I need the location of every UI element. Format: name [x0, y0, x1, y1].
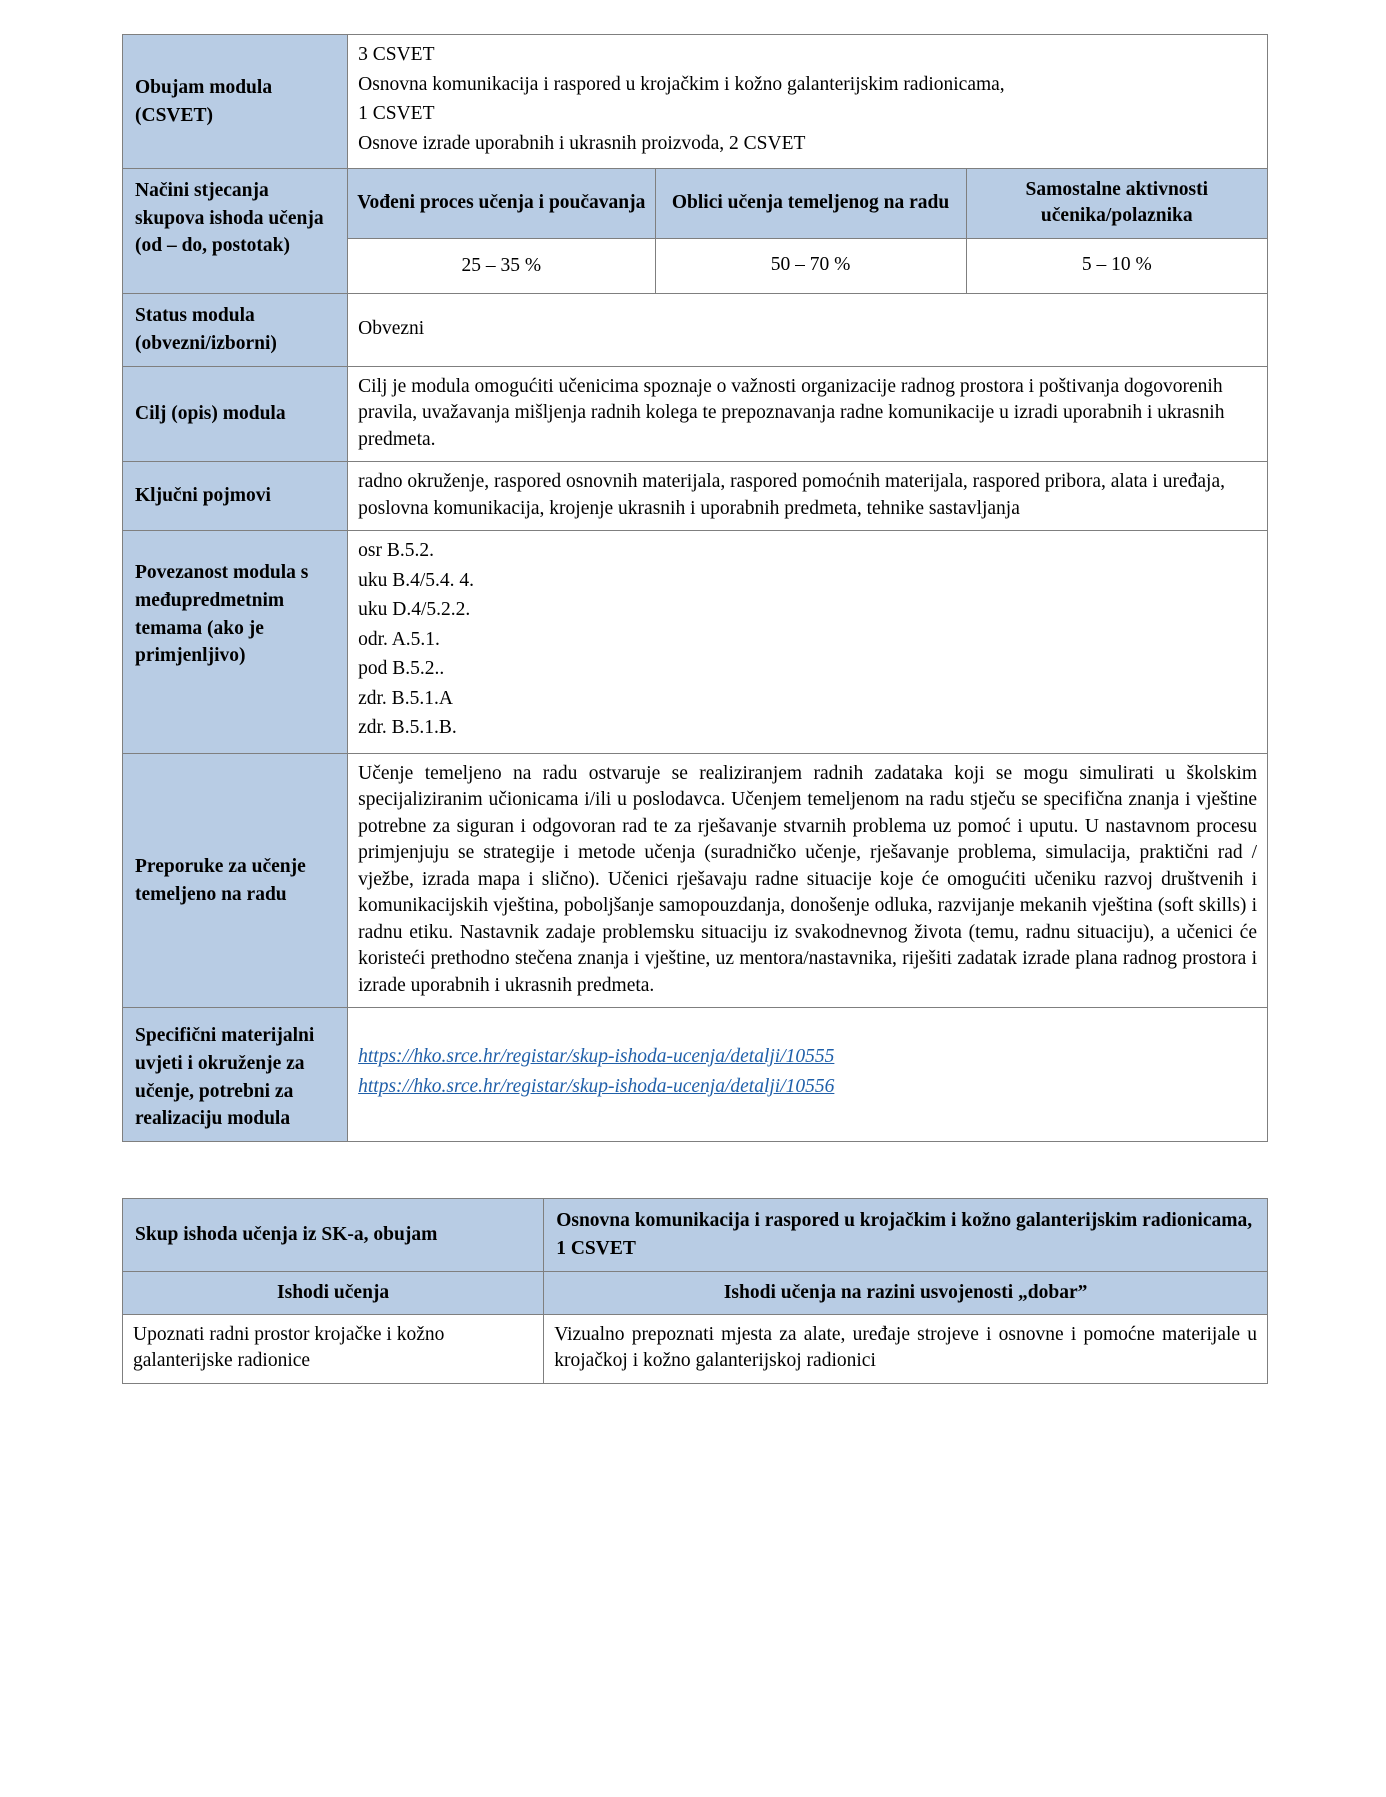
row-label-cilj: Cilj (opis) modula: [123, 366, 348, 462]
row-label-pojmovi: Ključni pojmovi: [123, 462, 348, 531]
table-row-nacini-header: [123, 169, 1268, 239]
row-value-preporuke: Učenje temeljeno na radu ostvaruje se realiziranjem radnih zadataka koji se mogu simulirati u školskim specijaliziranim učionicama i/ili u poslodavca. Učenjem temeljenom na radu stječu se specifična znanja i vještine potrebne za siguran i odgovoran rad te za rješavanje stvarnih problema uz pomoć i uputu. U nastavnom procesu primjenjuju se strategije i metode učenja (suradničko učenje, rješavanje problema, simulacija, praktični rad / vježbe, izrada mapa i slično). Učenici rješavaju radne situacije koje će omogućiti učeniku razvoj društvenih i komunikacijskih vještina, poboljšanje samopouzdanja, donošenje odluka, razvijanje mekanih vještina (soft skills) i radnu etiku. Nastavnik zadaje problemsku situaciju iz svakodnevnog života (temu, radnu situaciju), a učenici će koristeći prethodno stečena znanja i vještine, uz mentora/nastavnika, riješiti zadatak izrade plana radnog prostora i izrade uporabnih i ukrasnih predmeta.: [348, 753, 1268, 1008]
povezanost-item-5: pod B.5.2..: [358, 658, 445, 680]
learning-outcomes-table: [122, 1198, 1268, 1384]
table-row-preporuke: [123, 753, 1268, 1008]
row-label-preporuke: Preporuke za učenje temeljeno na radu: [123, 753, 348, 1008]
obujam-line-2: Osnovna komunikacija i raspored u krojačkim i kožno galanterijskim radionicama,: [358, 73, 1005, 95]
table-spacer: [122, 1142, 1268, 1198]
row-label-status: Status modula (obvezni/izborni): [123, 294, 348, 366]
nacini-value-2: 50 – 70 %: [655, 238, 966, 294]
outcomes-value-skup: Osnovna komunikacija i raspored u krojačkim i kožno galanterijskim radionicama, 1 CSVET: [544, 1199, 1268, 1271]
obujam-line-1: 3 CSVET: [358, 44, 435, 65]
link-skup-ishoda-10556[interactable]: https://hko.srce.hr/registar/skup-ishoda-ucenja/detalji/10556: [358, 1076, 835, 1098]
obujam-line-4: Osnove izrade uporabnih i ukrasnih proizvoda, 2 CSVET: [358, 132, 806, 154]
nacini-column-header-2: Oblici učenja temeljenog na radu: [655, 169, 966, 239]
nacini-column-header-3: Samostalne aktivnosti učenika/polaznika: [966, 169, 1267, 239]
outcomes-column-header-1: Ishodi učenja: [123, 1271, 544, 1314]
table-row-uvjeti: [123, 1008, 1268, 1142]
row-label-uvjeti: Specifični materijalni uvjeti i okruženje za učenje, potrebni za realizaciju modula: [123, 1008, 348, 1142]
outcome-level-text-1: Vizualno prepoznati mjesta za alate, uređaje strojeve i osnovne i pomoćne materijale u krojačkoj i kožno galanterijskoj radionici: [544, 1314, 1268, 1383]
row-value-obujam: [348, 35, 1268, 169]
nacini-value-1: 25 – 35 %: [348, 238, 655, 294]
povezanost-item-3: uku D.4/5.2.2.: [358, 599, 471, 621]
outcome-text-1: Upoznati radni prostor krojačke i kožno galanterijske radionice: [123, 1314, 544, 1383]
obujam-line-3: 1 CSVET: [358, 103, 435, 125]
outcomes-column-header-2: Ishodi učenja na razini usvojenosti „dobar”: [544, 1271, 1268, 1314]
povezanost-item-2: uku B.4/5.4. 4.: [358, 569, 475, 591]
table-row-cilj: [123, 366, 1268, 462]
row-label-obujam: Obujam modula (CSVET): [123, 35, 348, 169]
povezanost-item-7: zdr. B.5.1.B.: [358, 717, 457, 739]
povezanost-item-6: zdr. B.5.1.A: [358, 687, 453, 709]
table-row-status: [123, 294, 1268, 366]
row-value-pojmovi: radno okruženje, raspored osnovnih materijala, raspored pomoćnih materijala, raspored pribora, alata i uređaja, poslovna komunikacija, krojenje ukrasnih i uporabnih predmeta, tehnike sastavljanja: [348, 462, 1268, 531]
row-value-uvjeti: [348, 1008, 1268, 1142]
table-row-pojmovi: [123, 462, 1268, 531]
povezanost-item-1: osr B.5.2.: [358, 540, 434, 562]
row-value-povezanost: [348, 531, 1268, 754]
module-details-table: [122, 34, 1268, 1142]
outcomes-label-skup: Skup ishoda učenja iz SK-a, obujam: [123, 1199, 544, 1271]
row-value-status: Obvezni: [348, 294, 1268, 366]
table-row-povezanost: [123, 531, 1268, 754]
table-row-obujam: [123, 35, 1268, 169]
nacini-value-3: 5 – 10 %: [966, 238, 1267, 294]
link-skup-ishoda-10555[interactable]: https://hko.srce.hr/registar/skup-ishoda-ucenja/detalji/10555: [358, 1045, 835, 1067]
povezanost-item-4: odr. A.5.1.: [358, 628, 440, 650]
outcomes-row-skup: [123, 1199, 1268, 1271]
outcomes-row-1: [123, 1314, 1268, 1383]
outcomes-row-header: [123, 1271, 1268, 1314]
row-value-cilj: Cilj je modula omogućiti učenicima spoznaje o važnosti organizacije radnog prostora i poštivanja dogovorenih pravila, uvažavanja mišljenja radnih kolega te prepoznavanja radne komunikacije u izradi uporabnih i ukrasnih predmeta.: [348, 366, 1268, 462]
row-label-nacini: Načini stjecanja skupova ishoda učenja (od – do, postotak): [123, 169, 348, 294]
row-label-povezanost: Povezanost modula s međupredmetnim temama (ako je primjenljivo): [123, 531, 348, 754]
nacini-column-header-1: Vođeni proces učenja i poučavanja: [348, 169, 655, 239]
